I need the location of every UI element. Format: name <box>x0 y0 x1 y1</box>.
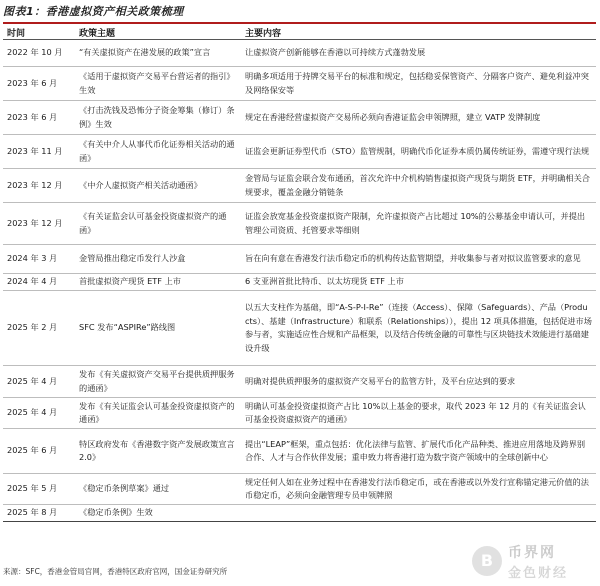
cell-content: 证监会放宽基金投资虚拟资产限制，允许虚拟资产占比超过 10%的公募基金申请认可，并提出管理公司资质、托管要求等细则 <box>241 203 596 245</box>
cell-time: 2023 年 12 月 <box>3 169 75 203</box>
header-time: 时间 <box>3 25 75 40</box>
table-row <box>3 135 596 169</box>
table-row <box>3 169 596 203</box>
cell-content: 6 支亚洲首批比特币、以太坊现货 ETF 上市 <box>241 274 596 291</box>
cell-policy: 《有关证监会认可基金投资虚拟资产的通函》 <box>75 203 241 245</box>
cell-policy: 发布《有关虚拟资产交易平台提供质押服务的通函》 <box>75 366 241 398</box>
coin-icon: B <box>472 546 502 576</box>
cell-time: 2023 年 6 月 <box>3 101 75 135</box>
cell-time: 2025 年 8 月 <box>3 505 75 522</box>
cell-content: 旨在向有意在香港发行法币稳定币的机构传达监管期望，并收集参与者对拟议监管要求的意见 <box>241 245 596 274</box>
cell-policy: 特区政府发布《香港数字资产发展政策宣言 2.0》 <box>75 429 241 474</box>
watermark-logo <box>472 542 592 582</box>
table-row <box>3 366 596 398</box>
cell-policy: 首批虚拟资产现货 ETF 上市 <box>75 274 241 291</box>
cell-content: 规定在香港经营虚拟资产交易所必须向香港证监会申领牌照，建立 VATP 发牌制度 <box>241 101 596 135</box>
cell-time: 2022 年 10 月 <box>3 40 75 67</box>
title-rule <box>3 22 596 24</box>
cell-policy: 《有关中介人从事代币化证券相关活动的通函》 <box>75 135 241 169</box>
table-row <box>3 40 596 67</box>
watermark-text-bottom: 金色财经 <box>508 566 569 581</box>
cell-policy: “有关虚拟资产在港发展的政策”宣言 <box>75 40 241 67</box>
table-row <box>3 245 596 274</box>
watermark-text-top: 币界网 <box>508 545 556 561</box>
cell-content: 明确多项适用于持牌交易平台的标准和规定，包括稳妥保管资产、分隔客户资产、避免利益冲突及网络保安等 <box>241 67 596 101</box>
cell-content: 规定任何人如在业务过程中在香港发行法币稳定币，或在香港或以外发行宣称锚定港元价值的法币稳定币，必须向金融管理专员申领牌照 <box>241 474 596 505</box>
table-row <box>3 429 596 474</box>
cell-time: 2023 年 11 月 <box>3 135 75 169</box>
cell-content: 金管局与证监会联合发布通函，首次允许中介机构销售虚拟资产现货与期货 ETF，并明确相关合规要求，覆盖金融分销链条 <box>241 169 596 203</box>
cell-policy: 《稳定币条例草案》通过 <box>75 474 241 505</box>
table-row <box>3 474 596 505</box>
cell-time: 2024 年 3 月 <box>3 245 75 274</box>
cell-policy: 《适用于虚拟资产交易平台营运者的指引》生效 <box>75 67 241 101</box>
table-row <box>3 291 596 366</box>
cell-content: 明确认可基金投资虚拟资产占比 10%以上基金的要求，取代 2023 年 12 月的《有关证监会认可基金投资虚拟资产的通函》 <box>241 398 596 429</box>
cell-policy: 金管局推出稳定币发行人沙盒 <box>75 245 241 274</box>
source-note: 来源：SFC，香港金管局官网，香港特区政府官网，国金证券研究所 <box>3 567 228 576</box>
policy-table <box>3 25 596 522</box>
cell-time: 2023 年 6 月 <box>3 67 75 101</box>
table-row <box>3 274 596 291</box>
header-content: 主要内容 <box>241 25 596 40</box>
cell-content: 证监会更新证券型代币（STO）监管规制，明确代币化证券本质仍属传统证券，需遵守现行法规 <box>241 135 596 169</box>
cell-time: 2025 年 4 月 <box>3 398 75 429</box>
cell-content: 以五大支柱作为基础，即“A-S-P-I-Re”（连接（Access）、保障（Safeguards）、产品（Products）、基建（Infrastructure）和联系（Relationships）），提出 12 项具体措施，包括促进市场参与者，实施适应性合规和产品框架，以及结合传统金融的可靠性与区块链技术效能进行基础建设升级 <box>241 291 596 366</box>
cell-time: 2025 年 6 月 <box>3 429 75 474</box>
cell-time: 2025 年 4 月 <box>3 366 75 398</box>
cell-content: 让虚拟资产创新能够在香港以可持续方式蓬勃发展 <box>241 40 596 67</box>
table-row <box>3 101 596 135</box>
cell-content: 提出“LEAP”框架，重点包括：优化法律与监管、扩展代币化产品种类、推进应用落地及跨界别合作、人才与合作伙伴发展；重申致力将香港打造为数字资产领域中的全球创新中心 <box>241 429 596 474</box>
cell-policy: 《中介人虚拟资产相关活动通函》 <box>75 169 241 203</box>
cell-policy: 《打击洗钱及恐怖分子资金筹集（修订）条例》生效 <box>75 101 241 135</box>
cell-content <box>241 505 596 522</box>
cell-time: 2023 年 12 月 <box>3 203 75 245</box>
cell-content: 明确对提供质押服务的虚拟资产交易平台的监管方针，及平台应达到的要求 <box>241 366 596 398</box>
table-row <box>3 398 596 429</box>
figure-title: 图表1：香港虚拟资产相关政策梳理 <box>3 5 184 18</box>
cell-time: 2025 年 5 月 <box>3 474 75 505</box>
table-row <box>3 67 596 101</box>
cell-policy: 发布《有关证监会认可基金投资虚拟资产的通函》 <box>75 398 241 429</box>
cell-policy: SFC 发布“ASPIRe”路线图 <box>75 291 241 366</box>
cell-time: 2025 年 2 月 <box>3 291 75 366</box>
table-header-row <box>3 25 596 40</box>
cell-policy: 《稳定币条例》生效 <box>75 505 241 522</box>
header-policy: 政策主题 <box>75 25 241 40</box>
table-row <box>3 203 596 245</box>
cell-time: 2024 年 4 月 <box>3 274 75 291</box>
table-row <box>3 505 596 522</box>
